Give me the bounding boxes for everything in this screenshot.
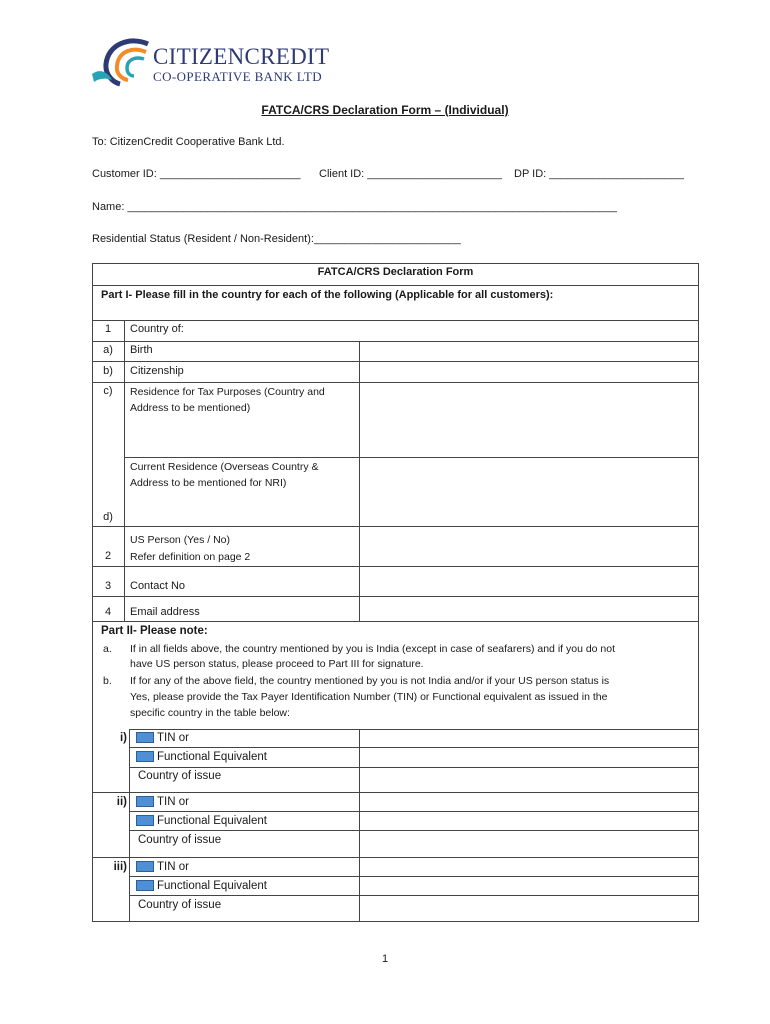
residential-status-field[interactable]: Residential Status (Resident / Non-Resident):________________________ (92, 233, 461, 245)
row-label-email: Email address (130, 606, 200, 618)
functional-label: Functional Equivalent (157, 815, 267, 827)
tin-group-numeral: ii) (116, 796, 127, 808)
tax-residence-input[interactable] (360, 383, 698, 456)
functional-equivalent-checkbox[interactable] (136, 815, 154, 826)
contact-no-input[interactable] (360, 567, 698, 595)
row-label-contact: Contact No (130, 580, 186, 592)
row-number: b) (103, 365, 113, 377)
page-number: 1 (381, 953, 389, 965)
citizenship-input[interactable] (360, 362, 698, 381)
row-number: d) (103, 511, 113, 523)
functional-label: Functional Equivalent (157, 880, 267, 892)
tin-label: TIN or (157, 861, 189, 873)
addressee: To: CitizenCredit Cooperative Bank Ltd. (92, 136, 285, 148)
row-label-current-residence: Current Residence (Overseas Country & (130, 461, 319, 473)
note-a-marker: a. (103, 643, 112, 655)
row-label-us-person-2: Refer definition on page 2 (130, 551, 251, 563)
row-label-us-person: US Person (Yes / No) (130, 534, 230, 546)
tin-group-numeral: iii) (113, 861, 127, 873)
row-number: 3 (104, 580, 112, 592)
birth-country-input[interactable] (360, 342, 698, 360)
tin-input-group-3[interactable] (360, 858, 698, 921)
row-label-tax-residence: Residence for Tax Purposes (Country and (130, 386, 325, 398)
note-b-line1: If for any of the above field, the country mentioned by you is not India and/or if your US person status is (130, 675, 610, 687)
country-of-issue-label: Country of issue (138, 899, 222, 911)
tin-checkbox[interactable] (136, 732, 154, 743)
bank-subtitle: CO-OPERATIVE BANK LTD (153, 69, 322, 84)
swoosh-logo-icon (90, 38, 154, 94)
tin-row (136, 861, 189, 873)
dp-id-field[interactable]: DP ID: ______________________ (514, 168, 684, 180)
row-label-birth: Birth (130, 344, 153, 356)
note-b-marker: b. (103, 675, 112, 687)
note-a-line1: If in all fields above, the country mentioned by you is India (except in case of seafarers) and if you do not (130, 643, 616, 655)
row-label-country-of: Country of: (130, 323, 184, 335)
row-number: 4 (104, 606, 112, 618)
form-title: FATCA/CRS Declaration Form – (Individual) (261, 103, 509, 117)
country-of-issue-label: Country of issue (138, 834, 222, 846)
tin-checkbox[interactable] (136, 861, 154, 872)
row-number: 2 (104, 550, 112, 562)
tin-group-numeral: i) (119, 732, 127, 744)
row-label-citizenship: Citizenship (130, 365, 184, 377)
functional-row (136, 880, 267, 892)
row-number: c) (103, 385, 113, 397)
row-number: a) (103, 344, 113, 356)
tin-label: TIN or (157, 796, 189, 808)
country-of-issue-label: Country of issue (138, 770, 222, 782)
part1-heading: Part I- Please fill in the country for each of the following (Applicable for all customers): (101, 289, 554, 301)
client-id-field[interactable]: Client ID: ______________________ (319, 168, 502, 180)
row-number: 1 (104, 323, 112, 335)
email-input[interactable] (360, 597, 698, 620)
tin-checkbox[interactable] (136, 796, 154, 807)
functional-row (136, 751, 267, 763)
functional-equivalent-checkbox[interactable] (136, 880, 154, 891)
note-a-line2: have US person status, please proceed to Part III for signature. (130, 658, 424, 670)
tin-row (136, 732, 189, 744)
functional-label: Functional Equivalent (157, 751, 267, 763)
tin-label: TIN or (157, 732, 189, 744)
functional-row (136, 815, 267, 827)
name-field[interactable]: Name: ________________________________________________________________________________ (92, 201, 617, 213)
note-b-line3: specific country in the table below: (130, 707, 290, 719)
tin-row (136, 796, 189, 808)
tin-input-group-1[interactable] (360, 730, 698, 791)
row-label-tax-residence-2: Address to be mentioned) (130, 402, 251, 414)
functional-equivalent-checkbox[interactable] (136, 751, 154, 762)
note-b-line2: Yes, please provide the Tax Payer Identification Number (TIN) or Functional equivalent as issued in the (130, 691, 608, 703)
us-person-input[interactable] (360, 527, 698, 565)
customer-id-field[interactable]: Customer ID: _______________________ (92, 168, 301, 180)
current-residence-input[interactable] (360, 458, 698, 525)
table-header: FATCA/CRS Declaration Form (317, 266, 474, 278)
bank-name: CITIZENCREDIT (153, 44, 330, 69)
row-label-current-residence-2: Address to be mentioned for NRI) (130, 477, 287, 489)
tin-input-group-2[interactable] (360, 793, 698, 856)
part2-heading: Part II- Please note: (101, 625, 208, 637)
